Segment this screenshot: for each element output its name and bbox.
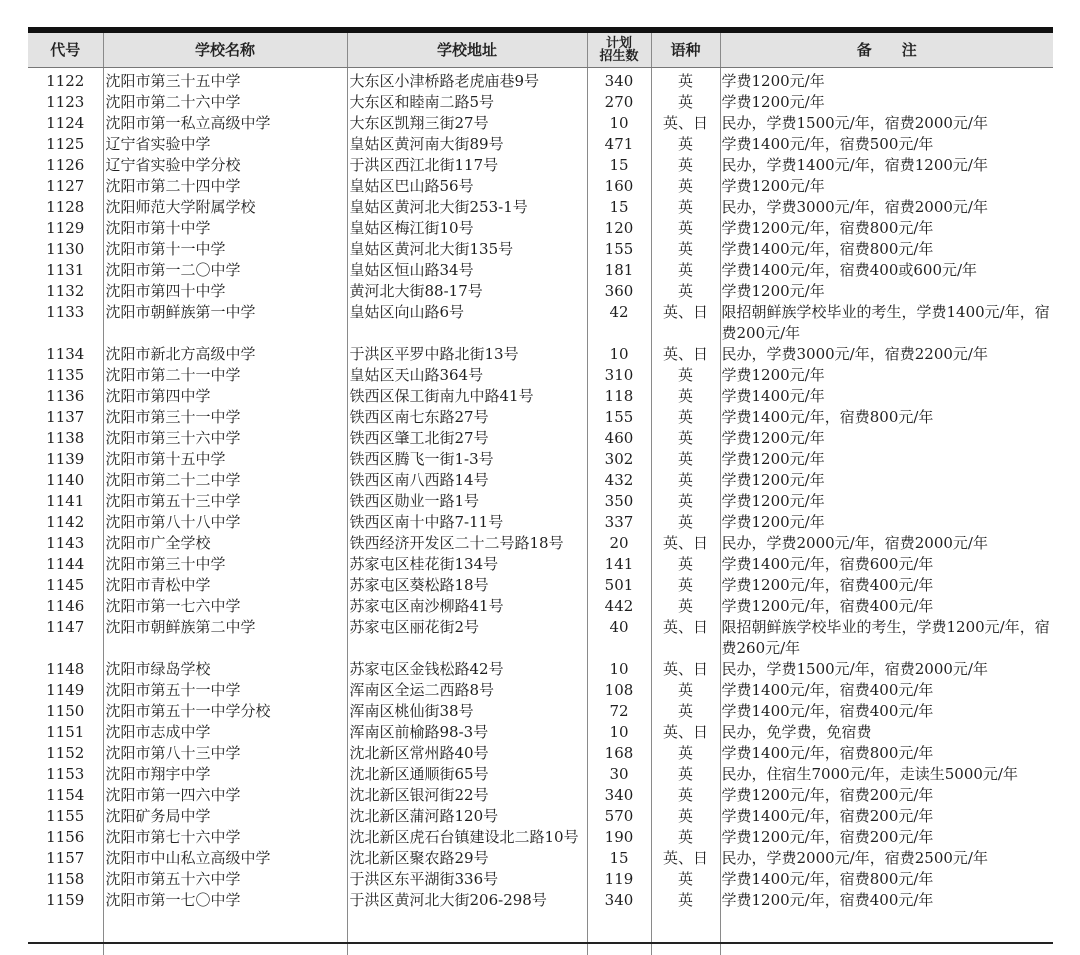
cell-name: 沈阳市广全学校 — [103, 533, 347, 554]
cell-code: 1140 — [28, 470, 103, 491]
cell-language: 英 — [651, 449, 720, 470]
empty-cell — [103, 911, 347, 955]
table-row — [28, 302, 1053, 344]
cell-note: 限招朝鲜族学校毕业的考生，学费1400元/年，宿费200元/年 — [720, 302, 1053, 344]
cell-address: 苏家屯区金钱松路42号 — [347, 659, 587, 680]
table-row — [28, 134, 1053, 155]
cell-address: 苏家屯区桂花街134号 — [347, 554, 587, 575]
cell-note: 民办，学费2000元/年，宿费2000元/年 — [720, 533, 1053, 554]
cell-language: 英 — [651, 155, 720, 176]
cell-plan: 118 — [587, 386, 651, 407]
cell-language: 英、日 — [651, 617, 720, 659]
cell-note: 学费1200元/年，宿费200元/年 — [720, 827, 1053, 848]
cell-name: 沈阳市第二十六中学 — [103, 92, 347, 113]
cell-address: 大东区小津桥路老虎庙巷9号 — [347, 68, 587, 93]
cell-code: 1122 — [28, 68, 103, 93]
table-row — [28, 344, 1053, 365]
cell-plan: 120 — [587, 218, 651, 239]
school-table — [28, 33, 1053, 955]
cell-plan: 570 — [587, 806, 651, 827]
empty-cell — [347, 911, 587, 955]
cell-name: 沈阳市第一二〇中学 — [103, 260, 347, 281]
cell-address: 铁西区保工街南九中路41号 — [347, 386, 587, 407]
cell-language: 英 — [651, 197, 720, 218]
cell-code: 1127 — [28, 176, 103, 197]
cell-address: 沈北新区银河街22号 — [347, 785, 587, 806]
cell-address: 皇姑区向山路6号 — [347, 302, 587, 344]
cell-note: 学费1400元/年，宿费800元/年 — [720, 869, 1053, 890]
table-row — [28, 176, 1053, 197]
cell-language: 英 — [651, 281, 720, 302]
cell-language: 英、日 — [651, 659, 720, 680]
table-row — [28, 764, 1053, 785]
cell-name: 辽宁省实验中学 — [103, 134, 347, 155]
cell-plan: 10 — [587, 722, 651, 743]
table-row — [28, 827, 1053, 848]
cell-plan: 190 — [587, 827, 651, 848]
cell-address: 铁西区腾飞一街1-3号 — [347, 449, 587, 470]
cell-language: 英 — [651, 764, 720, 785]
header-language: 语种 — [651, 33, 720, 68]
table-row — [28, 386, 1053, 407]
empty-cell — [587, 911, 651, 955]
cell-name: 沈阳市第一七六中学 — [103, 596, 347, 617]
cell-address: 苏家屯区丽花街2号 — [347, 617, 587, 659]
cell-note: 民办，学费1400元/年，宿费1200元/年 — [720, 155, 1053, 176]
empty-cell — [720, 911, 1053, 955]
cell-language: 英 — [651, 806, 720, 827]
table-row — [28, 113, 1053, 134]
cell-code: 1144 — [28, 554, 103, 575]
cell-plan: 108 — [587, 680, 651, 701]
table-row — [28, 428, 1053, 449]
cell-note: 民办，学费3000元/年，宿费2200元/年 — [720, 344, 1053, 365]
cell-language: 英、日 — [651, 113, 720, 134]
cell-note: 学费1400元/年，宿费400或600元/年 — [720, 260, 1053, 281]
header-address: 学校地址 — [347, 33, 587, 68]
header-code: 代号 — [28, 33, 103, 68]
cell-plan: 42 — [587, 302, 651, 344]
bottom-rule — [28, 942, 1053, 944]
cell-language: 英 — [651, 407, 720, 428]
cell-address: 沈北新区蒲河路120号 — [347, 806, 587, 827]
empty-cell — [28, 911, 103, 955]
table-row — [28, 869, 1053, 890]
cell-address: 铁西区南七东路27号 — [347, 407, 587, 428]
table-row — [28, 659, 1053, 680]
table-row — [28, 239, 1053, 260]
cell-address: 铁西区勋业一路1号 — [347, 491, 587, 512]
cell-name: 沈阳市第二十一中学 — [103, 365, 347, 386]
cell-plan: 340 — [587, 785, 651, 806]
cell-name: 沈阳市第五十一中学 — [103, 680, 347, 701]
cell-address: 苏家屯区南沙柳路41号 — [347, 596, 587, 617]
table-bottom-spacer — [28, 911, 1053, 955]
cell-address: 皇姑区天山路364号 — [347, 365, 587, 386]
cell-code: 1124 — [28, 113, 103, 134]
cell-name: 沈阳市第三十六中学 — [103, 428, 347, 449]
cell-plan: 501 — [587, 575, 651, 596]
cell-name: 沈阳市第一四六中学 — [103, 785, 347, 806]
cell-plan: 155 — [587, 407, 651, 428]
cell-code: 1150 — [28, 701, 103, 722]
table-row — [28, 554, 1053, 575]
cell-name: 沈阳市第十中学 — [103, 218, 347, 239]
table-body — [28, 68, 1053, 955]
table-row — [28, 806, 1053, 827]
school-enrollment-table-page — [28, 27, 1053, 955]
cell-plan: 155 — [587, 239, 651, 260]
cell-name: 沈阳市第三十五中学 — [103, 68, 347, 93]
cell-note: 学费1400元/年，宿费800元/年 — [720, 407, 1053, 428]
cell-language: 英 — [651, 365, 720, 386]
cell-note: 学费1200元/年 — [720, 281, 1053, 302]
cell-name: 沈阳市朝鲜族第二中学 — [103, 617, 347, 659]
header-name: 学校名称 — [103, 33, 347, 68]
cell-code: 1149 — [28, 680, 103, 701]
cell-language: 英 — [651, 68, 720, 93]
cell-code: 1131 — [28, 260, 103, 281]
cell-address: 皇姑区巴山路56号 — [347, 176, 587, 197]
cell-language: 英 — [651, 596, 720, 617]
cell-address: 铁西区肇工北街27号 — [347, 428, 587, 449]
cell-code: 1147 — [28, 617, 103, 659]
cell-name: 沈阳市绿岛学校 — [103, 659, 347, 680]
cell-language: 英、日 — [651, 533, 720, 554]
cell-note: 民办，免学费，免宿费 — [720, 722, 1053, 743]
cell-name: 沈阳市第三十中学 — [103, 554, 347, 575]
cell-plan: 30 — [587, 764, 651, 785]
cell-note: 学费1200元/年，宿费400元/年 — [720, 596, 1053, 617]
cell-language: 英 — [651, 92, 720, 113]
cell-code: 1133 — [28, 302, 103, 344]
cell-code: 1141 — [28, 491, 103, 512]
empty-cell — [651, 911, 720, 955]
cell-address: 大东区凯翔三街27号 — [347, 113, 587, 134]
cell-address: 铁西区南八西路14号 — [347, 470, 587, 491]
cell-name: 辽宁省实验中学分校 — [103, 155, 347, 176]
cell-plan: 310 — [587, 365, 651, 386]
cell-name: 沈阳市第二十四中学 — [103, 176, 347, 197]
table-row — [28, 365, 1053, 386]
cell-code: 1126 — [28, 155, 103, 176]
cell-note: 学费1200元/年，宿费200元/年 — [720, 785, 1053, 806]
cell-name: 沈阳市翔宇中学 — [103, 764, 347, 785]
table-row — [28, 617, 1053, 659]
table-row — [28, 785, 1053, 806]
cell-code: 1153 — [28, 764, 103, 785]
header-plan — [587, 33, 651, 68]
table-row — [28, 512, 1053, 533]
cell-address: 苏家屯区葵松路18号 — [347, 575, 587, 596]
cell-name: 沈阳市朝鲜族第一中学 — [103, 302, 347, 344]
cell-note: 学费1200元/年，宿费400元/年 — [720, 575, 1053, 596]
cell-code: 1138 — [28, 428, 103, 449]
cell-address: 皇姑区黄河南大街89号 — [347, 134, 587, 155]
table-row — [28, 491, 1053, 512]
table-row — [28, 722, 1053, 743]
cell-plan: 337 — [587, 512, 651, 533]
cell-language: 英 — [651, 239, 720, 260]
cell-name: 沈阳市第二十二中学 — [103, 470, 347, 491]
cell-note: 学费1400元/年，宿费500元/年 — [720, 134, 1053, 155]
cell-code: 1145 — [28, 575, 103, 596]
cell-address: 皇姑区黄河北大街253-1号 — [347, 197, 587, 218]
cell-code: 1148 — [28, 659, 103, 680]
cell-plan: 72 — [587, 701, 651, 722]
cell-note: 学费1200元/年 — [720, 449, 1053, 470]
cell-language: 英、日 — [651, 302, 720, 344]
cell-address: 皇姑区黄河北大街135号 — [347, 239, 587, 260]
cell-name: 沈阳市中山私立高级中学 — [103, 848, 347, 869]
cell-language: 英 — [651, 743, 720, 764]
cell-name: 沈阳市第八十三中学 — [103, 743, 347, 764]
cell-name: 沈阳市第五十三中学 — [103, 491, 347, 512]
cell-plan: 168 — [587, 743, 651, 764]
cell-language: 英 — [651, 260, 720, 281]
cell-code: 1125 — [28, 134, 103, 155]
table-row — [28, 533, 1053, 554]
cell-name: 沈阳市第五十一中学分校 — [103, 701, 347, 722]
cell-code: 1154 — [28, 785, 103, 806]
cell-note: 学费1200元/年 — [720, 92, 1053, 113]
cell-name: 沈阳师范大学附属学校 — [103, 197, 347, 218]
cell-note: 民办，学费1500元/年，宿费2000元/年 — [720, 113, 1053, 134]
cell-address: 于洪区西江北街117号 — [347, 155, 587, 176]
table-row — [28, 701, 1053, 722]
cell-name: 沈阳市第十五中学 — [103, 449, 347, 470]
cell-address: 皇姑区恒山路34号 — [347, 260, 587, 281]
cell-plan: 119 — [587, 869, 651, 890]
cell-language: 英 — [651, 176, 720, 197]
cell-address: 于洪区东平湖街336号 — [347, 869, 587, 890]
cell-note: 学费1200元/年 — [720, 512, 1053, 533]
cell-plan: 270 — [587, 92, 651, 113]
cell-address: 浑南区前榆路98-3号 — [347, 722, 587, 743]
cell-note: 学费1200元/年 — [720, 470, 1053, 491]
cell-address: 铁西经济开发区二十二号路18号 — [347, 533, 587, 554]
cell-code: 1123 — [28, 92, 103, 113]
table-row — [28, 155, 1053, 176]
cell-plan: 10 — [587, 113, 651, 134]
cell-plan: 460 — [587, 428, 651, 449]
cell-plan: 432 — [587, 470, 651, 491]
cell-note: 学费1400元/年，宿费800元/年 — [720, 239, 1053, 260]
table-row — [28, 890, 1053, 911]
table-row — [28, 197, 1053, 218]
cell-language: 英 — [651, 827, 720, 848]
cell-note: 限招朝鲜族学校毕业的考生，学费1200元/年，宿费260元/年 — [720, 617, 1053, 659]
cell-address: 黄河北大街88-17号 — [347, 281, 587, 302]
cell-plan: 20 — [587, 533, 651, 554]
cell-plan: 10 — [587, 344, 651, 365]
cell-code: 1134 — [28, 344, 103, 365]
cell-language: 英 — [651, 386, 720, 407]
cell-note: 民办，学费2000元/年，宿费2500元/年 — [720, 848, 1053, 869]
cell-plan: 340 — [587, 890, 651, 911]
table-row — [28, 470, 1053, 491]
cell-language: 英 — [651, 134, 720, 155]
header-row — [28, 33, 1053, 68]
table-row — [28, 680, 1053, 701]
cell-note: 学费1400元/年，宿费200元/年 — [720, 806, 1053, 827]
table-row — [28, 281, 1053, 302]
cell-language: 英 — [651, 890, 720, 911]
table-row — [28, 848, 1053, 869]
cell-language: 英 — [651, 218, 720, 239]
cell-address: 大东区和睦南二路5号 — [347, 92, 587, 113]
cell-name: 沈阳市第八十八中学 — [103, 512, 347, 533]
header-plan-line1: 计划 — [588, 37, 651, 50]
cell-address: 浑南区全运二西路8号 — [347, 680, 587, 701]
cell-note: 学费1200元/年，宿费400元/年 — [720, 890, 1053, 911]
cell-plan: 350 — [587, 491, 651, 512]
cell-name: 沈阳市第五十六中学 — [103, 869, 347, 890]
cell-address: 于洪区黄河北大街206-298号 — [347, 890, 587, 911]
cell-code: 1151 — [28, 722, 103, 743]
cell-plan: 15 — [587, 197, 651, 218]
table-row — [28, 218, 1053, 239]
cell-language: 英 — [651, 680, 720, 701]
cell-note: 学费1200元/年 — [720, 491, 1053, 512]
cell-plan: 181 — [587, 260, 651, 281]
cell-note: 学费1200元/年 — [720, 176, 1053, 197]
cell-address: 铁西区南十中路7-11号 — [347, 512, 587, 533]
cell-plan: 40 — [587, 617, 651, 659]
header-notes: 备 注 — [720, 33, 1053, 68]
cell-note: 学费1200元/年 — [720, 68, 1053, 93]
cell-name: 沈阳市第四中学 — [103, 386, 347, 407]
cell-language: 英 — [651, 554, 720, 575]
cell-plan: 360 — [587, 281, 651, 302]
cell-name: 沈阳市第四十中学 — [103, 281, 347, 302]
cell-code: 1129 — [28, 218, 103, 239]
cell-note: 学费1400元/年，宿费400元/年 — [720, 680, 1053, 701]
cell-language: 英 — [651, 785, 720, 806]
cell-note: 学费1400元/年 — [720, 386, 1053, 407]
cell-code: 1135 — [28, 365, 103, 386]
table-row — [28, 596, 1053, 617]
cell-note: 学费1400元/年，宿费400元/年 — [720, 701, 1053, 722]
cell-language: 英、日 — [651, 848, 720, 869]
cell-name: 沈阳市第十一中学 — [103, 239, 347, 260]
cell-language: 英 — [651, 470, 720, 491]
table-row — [28, 92, 1053, 113]
cell-language: 英 — [651, 512, 720, 533]
cell-name: 沈阳市第一私立高级中学 — [103, 113, 347, 134]
cell-note: 学费1400元/年，宿费800元/年 — [720, 743, 1053, 764]
cell-code: 1158 — [28, 869, 103, 890]
cell-code: 1157 — [28, 848, 103, 869]
cell-code: 1128 — [28, 197, 103, 218]
cell-code: 1155 — [28, 806, 103, 827]
cell-address: 浑南区桃仙街38号 — [347, 701, 587, 722]
cell-address: 沈北新区虎石台镇建设北二路10号 — [347, 827, 587, 848]
cell-code: 1142 — [28, 512, 103, 533]
cell-note: 民办，住宿生7000元/年，走读生5000元/年 — [720, 764, 1053, 785]
cell-code: 1159 — [28, 890, 103, 911]
cell-name: 沈阳市新北方高级中学 — [103, 344, 347, 365]
cell-plan: 10 — [587, 659, 651, 680]
cell-address: 沈北新区常州路40号 — [347, 743, 587, 764]
cell-code: 1139 — [28, 449, 103, 470]
cell-address: 沈北新区聚农路29号 — [347, 848, 587, 869]
cell-name: 沈阳矿务局中学 — [103, 806, 347, 827]
cell-code: 1137 — [28, 407, 103, 428]
cell-note: 学费1200元/年 — [720, 428, 1053, 449]
cell-address: 皇姑区梅江街10号 — [347, 218, 587, 239]
cell-name: 沈阳市第七十六中学 — [103, 827, 347, 848]
cell-plan: 141 — [587, 554, 651, 575]
cell-language: 英、日 — [651, 722, 720, 743]
cell-language: 英 — [651, 701, 720, 722]
cell-note: 学费1400元/年，宿费600元/年 — [720, 554, 1053, 575]
header-plan-line2: 招生数 — [588, 50, 651, 63]
table-row — [28, 407, 1053, 428]
table-row — [28, 68, 1053, 93]
table-row — [28, 743, 1053, 764]
cell-language: 英 — [651, 428, 720, 449]
cell-note: 民办，学费1500元/年，宿费2000元/年 — [720, 659, 1053, 680]
cell-plan: 160 — [587, 176, 651, 197]
table-row — [28, 260, 1053, 281]
cell-language: 英 — [651, 491, 720, 512]
table-row — [28, 575, 1053, 596]
cell-plan: 302 — [587, 449, 651, 470]
cell-plan: 15 — [587, 848, 651, 869]
cell-plan: 471 — [587, 134, 651, 155]
cell-code: 1132 — [28, 281, 103, 302]
cell-code: 1152 — [28, 743, 103, 764]
cell-name: 沈阳市第三十一中学 — [103, 407, 347, 428]
cell-language: 英、日 — [651, 344, 720, 365]
cell-code: 1136 — [28, 386, 103, 407]
cell-name: 沈阳市第一七〇中学 — [103, 890, 347, 911]
cell-note: 学费1200元/年 — [720, 365, 1053, 386]
cell-code: 1146 — [28, 596, 103, 617]
cell-plan: 340 — [587, 68, 651, 93]
table-row — [28, 449, 1053, 470]
cell-plan: 442 — [587, 596, 651, 617]
cell-name: 沈阳市青松中学 — [103, 575, 347, 596]
cell-address: 沈北新区通顺街65号 — [347, 764, 587, 785]
cell-plan: 15 — [587, 155, 651, 176]
cell-note: 学费1200元/年，宿费800元/年 — [720, 218, 1053, 239]
cell-name: 沈阳市志成中学 — [103, 722, 347, 743]
cell-note: 民办，学费3000元/年，宿费2000元/年 — [720, 197, 1053, 218]
cell-language: 英 — [651, 575, 720, 596]
cell-address: 于洪区平罗中路北街13号 — [347, 344, 587, 365]
cell-code: 1156 — [28, 827, 103, 848]
cell-language: 英 — [651, 869, 720, 890]
cell-code: 1130 — [28, 239, 103, 260]
cell-code: 1143 — [28, 533, 103, 554]
